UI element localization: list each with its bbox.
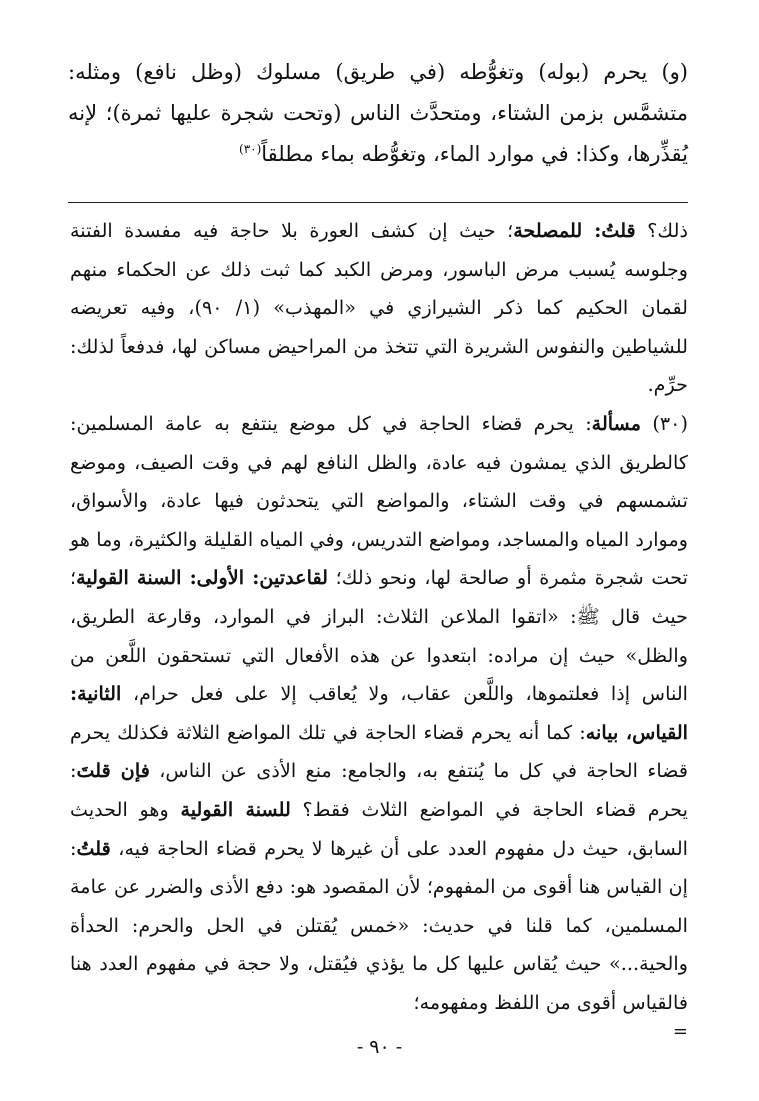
- commentary-bold-term: فإن قلتَ: [76, 759, 150, 783]
- main-text: [68, 52, 688, 175]
- commentary: [70, 212, 688, 1042]
- footnote-reference: (٣٠): [239, 142, 262, 156]
- commentary-text: ؛ حيث إن كشف العورة بلا حاجة فيه مفسدة الفتنة وجلوسه يُسبب مرض الباسور، ومرض الكبد كما ثبت ذلك عن الحكماء منهم لقمان الحكيم كما ذكر الشيرازي في «المهذب» (١/ ٩٠)، وفيه تعريضه للشياطين والنفوس الشريرة التي تتخذ من المراحيض مساكن لها، فدفعاً لذلك: حرِّم.: [70, 219, 689, 397]
- commentary-text: : إن القياس هنا أقوى من المفهوم؛ لأن المقصود هو: دفع الأذى والضرر عن عامة المسلمين، كما قلنا في حديث: «خمس يُقتلن في الحل والحرم: الحدأة والحية...» حيث يُقاس عليها كل ما يؤذي فيُقتل، ولا حجة في مفهوم العدد هنا فالقياس أقوى من اللفظ ومفهومه؛: [70, 836, 688, 1014]
- footnote-number: (٣٠): [652, 411, 688, 435]
- footnote-separator: [68, 202, 688, 203]
- continuation-mark: =: [672, 1021, 688, 1043]
- commentary-paragraph-2: [70, 405, 688, 1043]
- commentary-bold-term: للسنة القولية: [180, 797, 291, 821]
- commentary-bold-term: مسألة: [591, 411, 642, 435]
- page-number: - ٩٠ -: [356, 1036, 403, 1058]
- commentary-text: : يحرم قضاء الحاجة في كل موضع ينتفع به عامة المسلمين: كالطريق الذي يمشون فيه عادة، والظل النافع لهم في وقت الصيف، وموضع تشمسهم في وقت الشتاء، والمواضع التي يتحدثون فيها عادة، والأسواق، وموارد المياه والمساجد، ومواضع التدريس، وفي المياه القليلة والكثيرة، وما هو تحت شجرة مثمرة أو صالحة لها، ونحو ذلك؛: [70, 411, 688, 590]
- commentary-bold-term: الثانية: القياس، بيانه: [70, 682, 689, 744]
- commentary-text: ؛ حيث قال ﷺ: «اتقوا الملاعن الثلاث: البراز في الموارد، وقارعة الطريق، والظل» حيث إن مراده: ابتعدوا عن هذه الأفعال التي تستحقون اللَّعن من الناس إذا فعلتموها، واللَّعن عقاب، ولا يُعاقب إلا على فعل حرام،: [70, 566, 688, 706]
- commentary-bold-term: لقاعدتين: الأولى: السنة القولية: [76, 566, 328, 590]
- commentary-bold-term: قلتُ: [76, 836, 111, 860]
- main-text-body: (و) يحرم (بوله) وتغوُّطه (في طريق) مسلوك (وظل نافع) ومثله: متشمَّس بزمن الشتاء، ومتحدَّث الناس (وتحت شجرة عليها ثمرة)؛ لإنه يُقذِّرها، وكذا: في موارد الماء، وتغوُّطه بماء مطلقاً: [68, 60, 688, 166]
- commentary-text: ذلك؟: [647, 219, 688, 242]
- commentary-paragraph-1: [70, 212, 688, 405]
- commentary-bold-term: قلتُ: للمصلحة: [513, 219, 636, 242]
- commentary-text: : كما أنه يحرم قضاء الحاجة في تلك المواضع الثلاثة فكذلك يحرم قضاء الحاجة في كل ما يُنتفع به، والجامع: منع الأذى عن الناس،: [70, 720, 689, 783]
- commentary-text: وهو الحديث السابق، حيث دل مفهوم العدد على أن غيرها لا يحرم قضاء الحاجة فيه،: [70, 797, 688, 860]
- commentary-text: : يحرم قضاء الحاجة في المواضع الثلاث فقط؟: [70, 759, 688, 821]
